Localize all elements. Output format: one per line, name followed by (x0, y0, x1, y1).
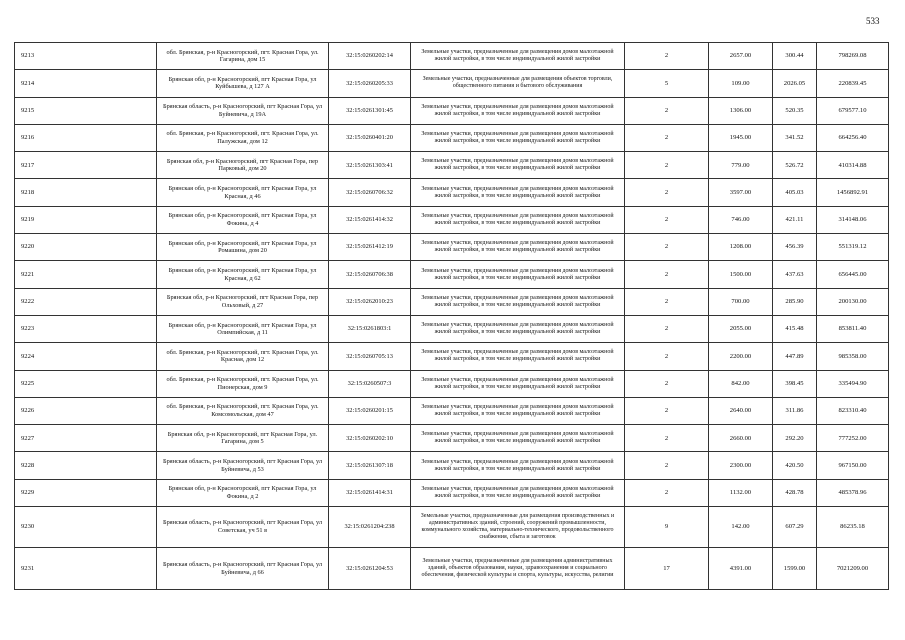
group-cell: 2 (625, 452, 709, 479)
land-use-cell: Земельные участки, предназначенные для размещения объектов торговли, общественного питания и бытового обслуживания (411, 70, 625, 97)
cadastral-value-cell: 853811.40 (817, 315, 889, 342)
area-cell: 746.00 (709, 206, 773, 233)
specific-value-cell: 300.44 (773, 43, 817, 70)
cadastral-value-cell: 679577.10 (817, 97, 889, 124)
area-cell: 2300.00 (709, 452, 773, 479)
table-row (15, 97, 889, 124)
area-cell: 700.00 (709, 288, 773, 315)
address-cell: Брянская область, р-н Красногорский, пгт Красная Гора, ул Буйневича, д 53 (157, 452, 329, 479)
cadastral-value-cell: 485378.96 (817, 479, 889, 506)
cadastral-value-cell: 798269.08 (817, 43, 889, 70)
table-row (15, 261, 889, 288)
group-cell: 9 (625, 507, 709, 548)
table-row (15, 370, 889, 397)
group-cell: 17 (625, 548, 709, 590)
group-cell: 2 (625, 288, 709, 315)
address-cell: обл. Брянская, р-н Красногорский, пгт. Красная Гора, ул. Комсомольская, дом 47 (157, 397, 329, 424)
row-number-cell: 9217 (15, 152, 157, 179)
land-use-cell: Земельные участки, предназначенные для размещения домов малоэтажной жилой застройки, в том числе индивидуальной жилой застройки (411, 97, 625, 124)
area-cell: 4391.00 (709, 548, 773, 590)
cadastral-number-cell: 32:15:0260507:3 (329, 370, 411, 397)
land-use-cell: Земельные участки, предназначенные для размещения производственных и административных зданий, строений, сооружений промышленности, коммунального хозяйства, материально-технического, продовольственного снабжения, сбыта и заготовок (411, 507, 625, 548)
specific-value-cell: 456.39 (773, 234, 817, 261)
specific-value-cell: 437.63 (773, 261, 817, 288)
cadastral-value-cell: 7021209.00 (817, 548, 889, 590)
land-use-cell: Земельные участки, предназначенные для размещения домов малоэтажной жилой застройки, в том числе индивидуальной жилой застройки (411, 452, 625, 479)
cadastral-number-cell: 32:15:0261803:1 (329, 315, 411, 342)
specific-value-cell: 285.90 (773, 288, 817, 315)
cadastral-number-cell: 32:15:0261414:32 (329, 206, 411, 233)
cadastral-value-cell: 777252.00 (817, 425, 889, 452)
cadastral-number-cell: 32:15:0260202:10 (329, 425, 411, 452)
area-cell: 2660.00 (709, 425, 773, 452)
area-cell: 109.00 (709, 70, 773, 97)
row-number-cell: 9219 (15, 206, 157, 233)
specific-value-cell: 520.35 (773, 97, 817, 124)
address-cell: Брянская обл, р-н Красногорский, пгт Красная Гора, ул. Гагарина, дом 5 (157, 425, 329, 452)
area-cell: 779.00 (709, 152, 773, 179)
cadastral-number-cell: 32:15:0261301:45 (329, 97, 411, 124)
area-cell: 842.00 (709, 370, 773, 397)
group-cell: 2 (625, 343, 709, 370)
row-number-cell: 9216 (15, 124, 157, 151)
specific-value-cell: 607.29 (773, 507, 817, 548)
cadastral-number-cell: 32:15:0261412:19 (329, 234, 411, 261)
cadastral-number-cell: 32:15:0261303:41 (329, 152, 411, 179)
specific-value-cell: 405.03 (773, 179, 817, 206)
row-number-cell: 9229 (15, 479, 157, 506)
group-cell: 2 (625, 479, 709, 506)
row-number-cell: 9221 (15, 261, 157, 288)
table-row (15, 234, 889, 261)
page-number: 533 (866, 16, 880, 26)
cadastral-value-cell: 220839.45 (817, 70, 889, 97)
specific-value-cell: 428.78 (773, 479, 817, 506)
cadastral-number-cell: 32:15:0260205:33 (329, 70, 411, 97)
area-cell: 1500.00 (709, 261, 773, 288)
row-number-cell: 9226 (15, 397, 157, 424)
land-use-cell: Земельные участки, предназначенные для размещения домов малоэтажной жилой застройки, в том числе индивидуальной жилой застройки (411, 43, 625, 70)
land-use-cell: Земельные участки, предназначенные для размещения домов малоэтажной жилой застройки, в том числе индивидуальной жилой застройки (411, 288, 625, 315)
specific-value-cell: 526.72 (773, 152, 817, 179)
group-cell: 2 (625, 370, 709, 397)
cadastral-value-cell: 410314.88 (817, 152, 889, 179)
table-row (15, 315, 889, 342)
table-row (15, 288, 889, 315)
table-row (15, 343, 889, 370)
specific-value-cell: 1599.00 (773, 548, 817, 590)
cadastral-value-cell: 967150.00 (817, 452, 889, 479)
cadastral-value-cell: 551319.12 (817, 234, 889, 261)
table-row (15, 425, 889, 452)
cadastral-value-cell: 985358.00 (817, 343, 889, 370)
area-cell: 2200.00 (709, 343, 773, 370)
row-number-cell: 9222 (15, 288, 157, 315)
row-number-cell: 9224 (15, 343, 157, 370)
cadastral-number-cell: 32:15:0260706:32 (329, 179, 411, 206)
cadastral-value-cell: 1456892.91 (817, 179, 889, 206)
land-use-cell: Земельные участки, предназначенные для размещения домов малоэтажной жилой застройки, в том числе индивидуальной жилой застройки (411, 206, 625, 233)
address-cell: обл. Брянская, р-н Красногорский, пгт. Красная Гора, ул. Гагарина, дом 15 (157, 43, 329, 70)
address-cell: Брянская обл, р-н Красногорский, пгт Красная Гора, пер Ольховый, д 27 (157, 288, 329, 315)
specific-value-cell: 415.48 (773, 315, 817, 342)
table-row (15, 397, 889, 424)
address-cell: Брянская обл, р-н Красногорский, пгт Красная Гора, ул Фокина, д 4 (157, 206, 329, 233)
land-use-cell: Земельные участки, предназначенные для размещения домов малоэтажной жилой застройки, в том числе индивидуальной жилой застройки (411, 479, 625, 506)
specific-value-cell: 2026.05 (773, 70, 817, 97)
cadastral-value-cell: 664256.40 (817, 124, 889, 151)
cadastral-number-cell: 32:15:0260401:20 (329, 124, 411, 151)
address-cell: Брянская обл, р-н Красногорский, пгт Красная Гора, ул Куйбышева, д 127 А (157, 70, 329, 97)
row-number-cell: 9213 (15, 43, 157, 70)
group-cell: 2 (625, 97, 709, 124)
specific-value-cell: 420.50 (773, 452, 817, 479)
cadastral-value-cell: 335494.90 (817, 370, 889, 397)
address-cell: Брянская обл, р-н Красногорский, пгт Красная Гора, ул Фокина, д 2 (157, 479, 329, 506)
land-use-cell: Земельные участки, предназначенные для размещения домов малоэтажной жилой застройки, в том числе индивидуальной жилой застройки (411, 370, 625, 397)
table-row (15, 452, 889, 479)
land-use-cell: Земельные участки, предназначенные для размещения домов малоэтажной жилой застройки, в том числе индивидуальной жилой застройки (411, 315, 625, 342)
group-cell: 2 (625, 261, 709, 288)
area-cell: 1306.00 (709, 97, 773, 124)
area-cell: 3597.00 (709, 179, 773, 206)
row-number-cell: 9227 (15, 425, 157, 452)
table-body (15, 43, 889, 590)
group-cell: 2 (625, 43, 709, 70)
specific-value-cell: 292.20 (773, 425, 817, 452)
group-cell: 2 (625, 179, 709, 206)
cadastral-number-cell: 32:15:0261204:238 (329, 507, 411, 548)
cadastral-value-table (14, 42, 889, 590)
address-cell: обл. Брянская, р-н Красногорский, пгт. Красная Гора, ул. Палужская, дом 12 (157, 124, 329, 151)
table-row (15, 507, 889, 548)
cadastral-value-cell: 314148.06 (817, 206, 889, 233)
row-number-cell: 9231 (15, 548, 157, 590)
area-cell: 2657.00 (709, 43, 773, 70)
area-cell: 1132.00 (709, 479, 773, 506)
address-cell: обл. Брянская, р-н Красногорский, пгт. Красная Гора, ул. Красная, дом 12 (157, 343, 329, 370)
cadastral-number-cell: 32:15:0261204:53 (329, 548, 411, 590)
area-cell: 2055.00 (709, 315, 773, 342)
land-use-cell: Земельные участки, предназначенные для размещения домов малоэтажной жилой застройки, в том числе индивидуальной жилой застройки (411, 261, 625, 288)
address-cell: Брянская обл, р-н Красногорский, пгт Красная Гора, пер Парковый, дом 20 (157, 152, 329, 179)
address-cell: Брянская обл, р-н Красногорский, пгт Красная Гора, ул Красная, д 46 (157, 179, 329, 206)
address-cell: Брянская обл, р-н Красногорский, пгт Красная Гора, ул Ромашина, дом 20 (157, 234, 329, 261)
table-row (15, 206, 889, 233)
address-cell: обл. Брянская, р-н Красногорский, пгт. Красная Гора, ул. Пионерская, дом 9 (157, 370, 329, 397)
land-use-cell: Земельные участки, предназначенные для размещения домов малоэтажной жилой застройки, в том числе индивидуальной жилой застройки (411, 124, 625, 151)
specific-value-cell: 447.89 (773, 343, 817, 370)
cadastral-value-cell: 823310.40 (817, 397, 889, 424)
group-cell: 2 (625, 397, 709, 424)
specific-value-cell: 341.52 (773, 124, 817, 151)
group-cell: 2 (625, 206, 709, 233)
cadastral-value-cell: 86235.18 (817, 507, 889, 548)
cadastral-number-cell: 32:15:0260201:15 (329, 397, 411, 424)
land-use-cell: Земельные участки, предназначенные для размещения домов малоэтажной жилой застройки, в том числе индивидуальной жилой застройки (411, 425, 625, 452)
table-row (15, 479, 889, 506)
address-cell: Брянская обл, р-н Красногорский, пгт Красная Гора, ул Олимпийская, д 11 (157, 315, 329, 342)
row-number-cell: 9228 (15, 452, 157, 479)
specific-value-cell: 398.45 (773, 370, 817, 397)
land-use-cell: Земельные участки, предназначенные для размещения домов малоэтажной жилой застройки, в том числе индивидуальной жилой застройки (411, 343, 625, 370)
cadastral-number-cell: 32:15:0262010:23 (329, 288, 411, 315)
group-cell: 2 (625, 425, 709, 452)
land-use-cell: Земельные участки, предназначенные для размещения домов малоэтажной жилой застройки, в том числе индивидуальной жилой застройки (411, 397, 625, 424)
group-cell: 2 (625, 315, 709, 342)
table-row (15, 70, 889, 97)
address-cell: Брянская область, р-н Красногорский, пгт Красная Гора, ул Буйневича, д 19А (157, 97, 329, 124)
row-number-cell: 9223 (15, 315, 157, 342)
group-cell: 2 (625, 124, 709, 151)
land-use-cell: Земельные участки, предназначенные для размещения административных зданий, объектов образования, науки, здравоохранения и социального обеспечения, физической культуры и спорта, культуры, искусства, религии (411, 548, 625, 590)
table-row (15, 43, 889, 70)
table-row (15, 179, 889, 206)
row-number-cell: 9220 (15, 234, 157, 261)
table-row (15, 548, 889, 590)
table-row (15, 152, 889, 179)
address-cell: Брянская обл, р-н Красногорский, пгт Красная Гора, ул Красная, д 62 (157, 261, 329, 288)
cadastral-number-cell: 32:15:0260705:13 (329, 343, 411, 370)
area-cell: 2640.00 (709, 397, 773, 424)
row-number-cell: 9225 (15, 370, 157, 397)
row-number-cell: 9230 (15, 507, 157, 548)
address-cell: Брянская область, р-н Красногорский, пгт Красная Гора, ул Советская, уч 51 в (157, 507, 329, 548)
cadastral-number-cell: 32:15:0261307:18 (329, 452, 411, 479)
table-row (15, 124, 889, 151)
area-cell: 1208.00 (709, 234, 773, 261)
row-number-cell: 9215 (15, 97, 157, 124)
group-cell: 2 (625, 152, 709, 179)
cadastral-number-cell: 32:15:0260706:38 (329, 261, 411, 288)
row-number-cell: 9218 (15, 179, 157, 206)
cadastral-value-cell: 200130.00 (817, 288, 889, 315)
area-cell: 142.00 (709, 507, 773, 548)
row-number-cell: 9214 (15, 70, 157, 97)
cadastral-number-cell: 32:15:0261414:31 (329, 479, 411, 506)
address-cell: Брянская область, р-н Красногорский, пгт Красная Гора, ул Буйневича, д 66 (157, 548, 329, 590)
area-cell: 1945.00 (709, 124, 773, 151)
cadastral-value-cell: 656445.00 (817, 261, 889, 288)
group-cell: 2 (625, 234, 709, 261)
specific-value-cell: 421.11 (773, 206, 817, 233)
land-use-cell: Земельные участки, предназначенные для размещения домов малоэтажной жилой застройки, в том числе индивидуальной жилой застройки (411, 179, 625, 206)
land-use-cell: Земельные участки, предназначенные для размещения домов малоэтажной жилой застройки, в том числе индивидуальной жилой застройки (411, 152, 625, 179)
specific-value-cell: 311.86 (773, 397, 817, 424)
group-cell: 5 (625, 70, 709, 97)
cadastral-number-cell: 32:15:0260202:14 (329, 43, 411, 70)
land-use-cell: Земельные участки, предназначенные для размещения домов малоэтажной жилой застройки, в том числе индивидуальной жилой застройки (411, 234, 625, 261)
